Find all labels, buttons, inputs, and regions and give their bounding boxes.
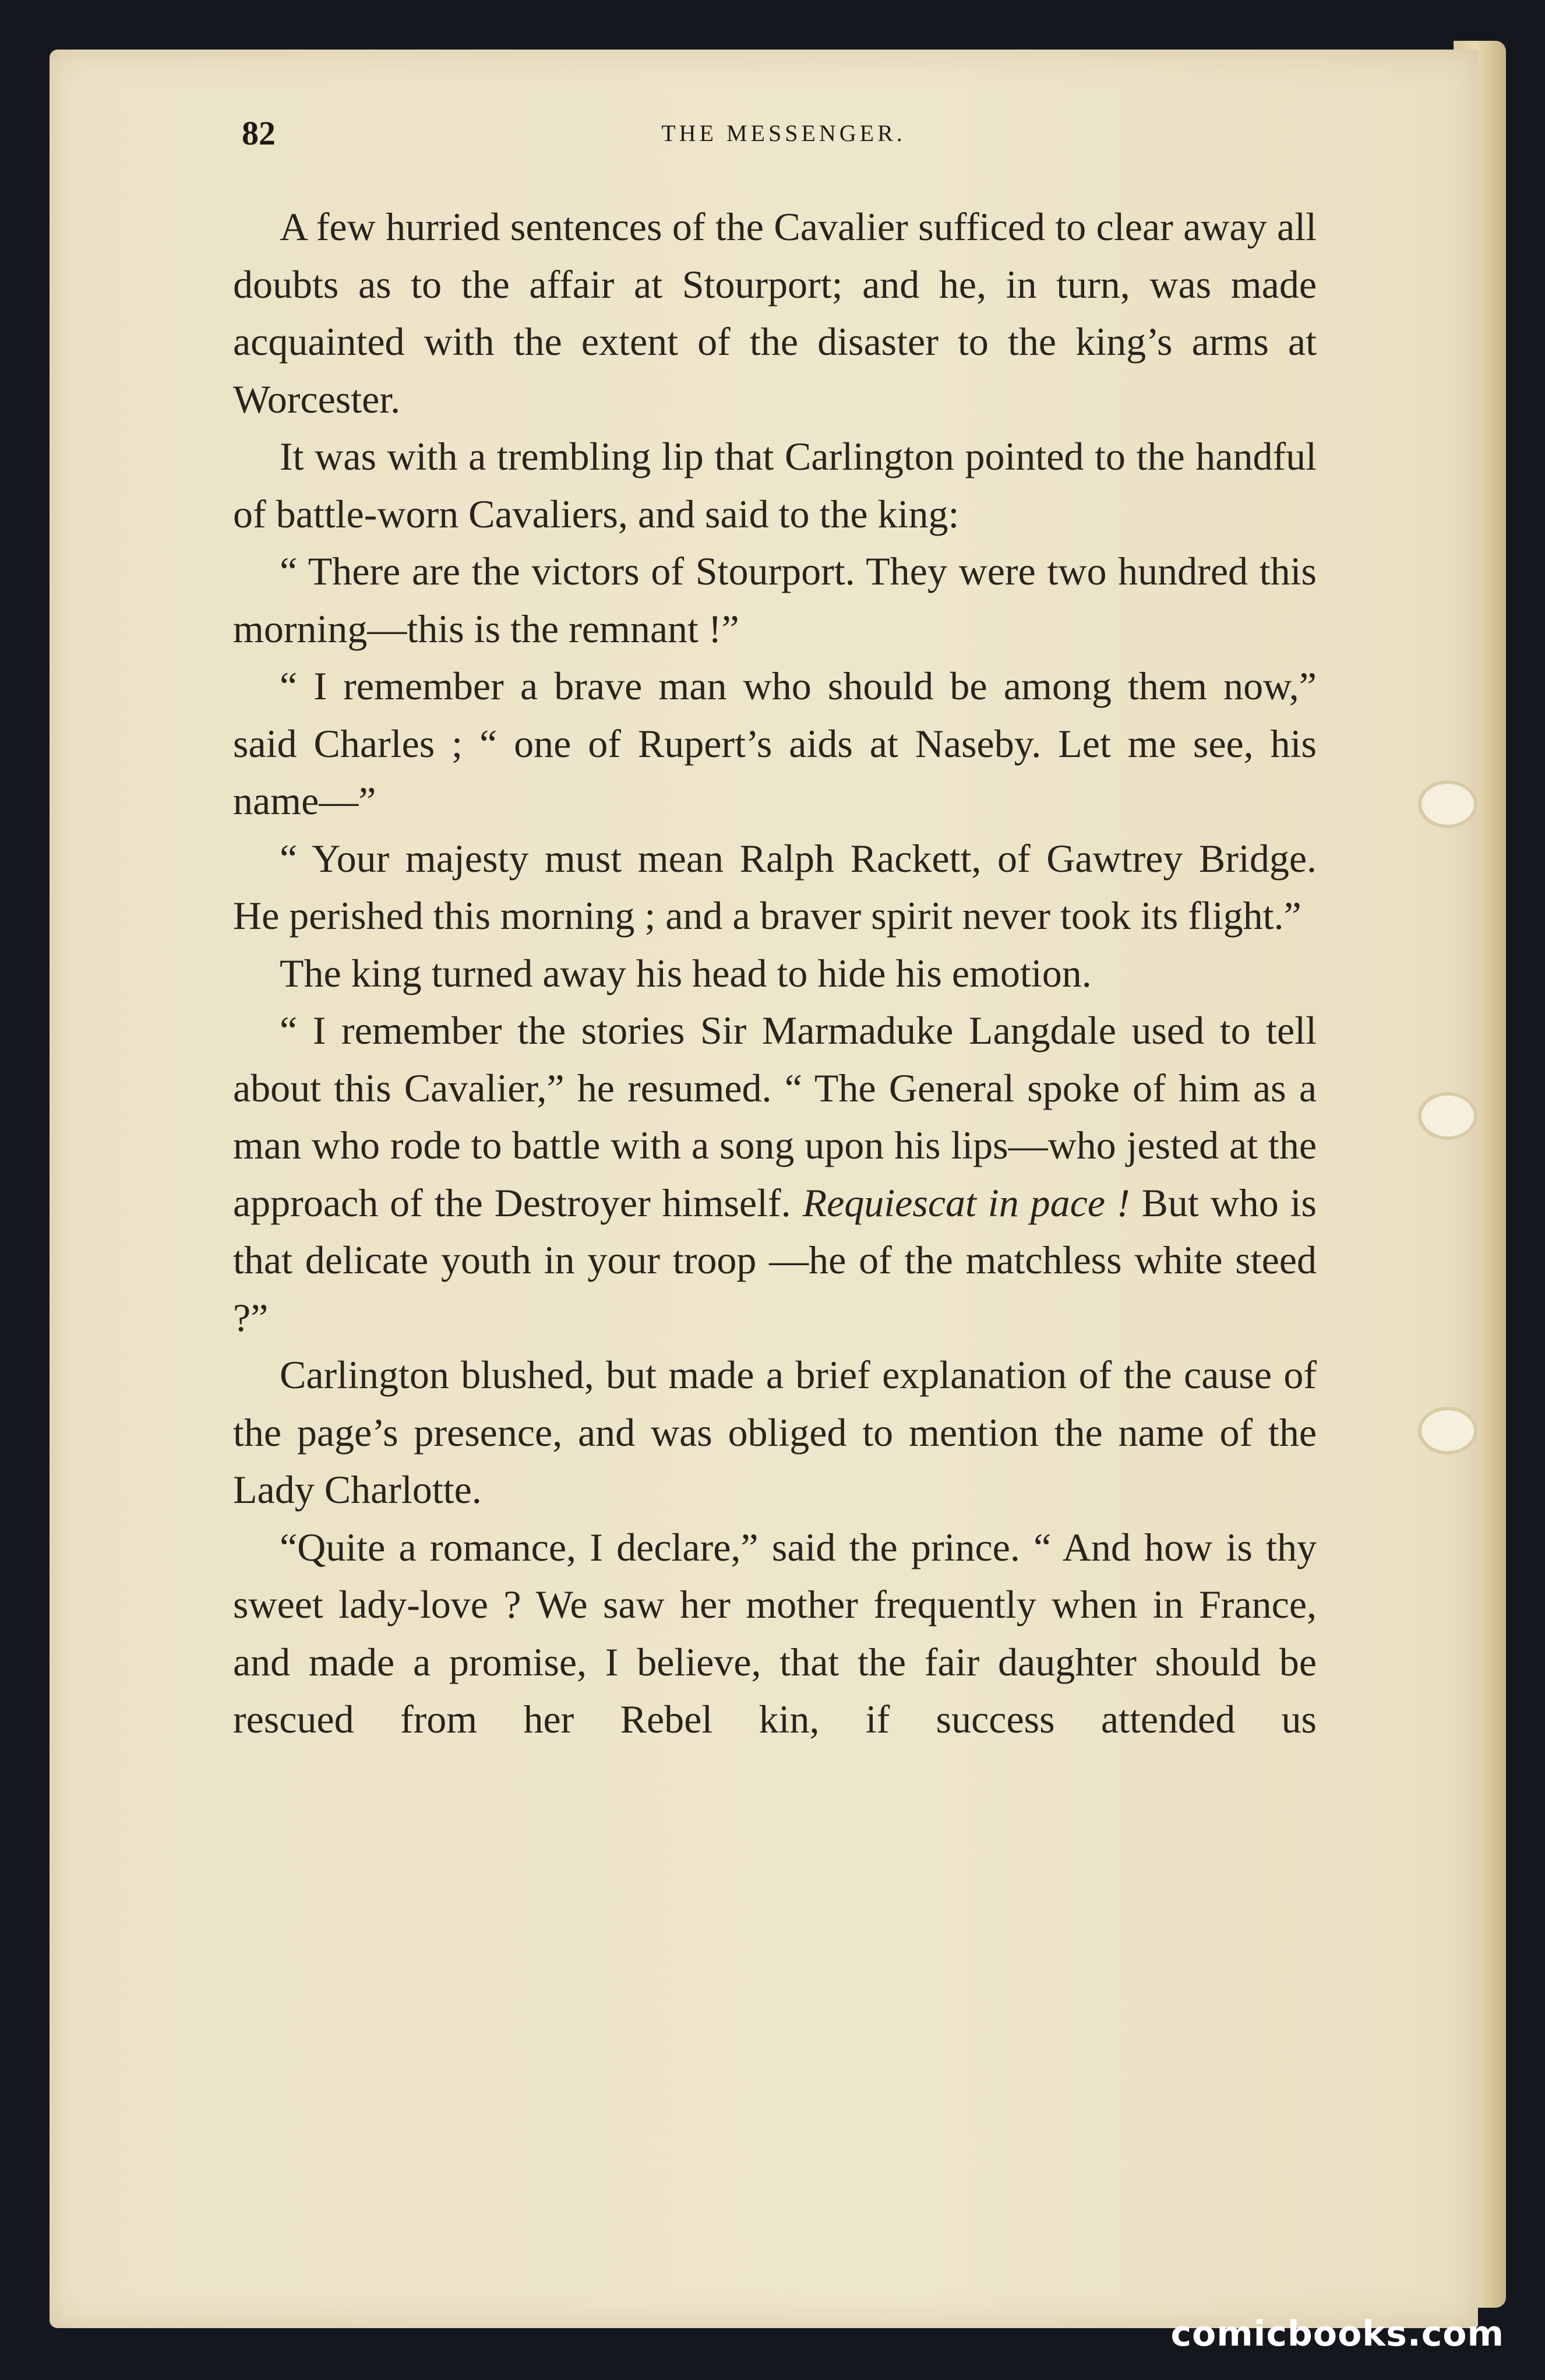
paragraph-text: “ I remember the stories Sir Marmaduke Langdale used to tell about this Cavalier,” he resumed. “ The General spoke of him as a man who rode to battle with a song upon his lips—who jested at the approach of the Destroyer himself. bbox=[233, 1008, 1317, 1225]
latin-phrase: Requiescat in pace ! bbox=[802, 1180, 1130, 1225]
paragraph: The king turned away his head to hide his emotion. bbox=[280, 950, 1092, 995]
paragraph: Carlington blushed, but made a brief explanation of the cause of the page’s presence, and was obliged to mention the name of the Lady Charlotte. bbox=[233, 1353, 1317, 1512]
paragraph: “ There are the victors of Stourport. They were two hundred this morning—this is the remnant !” bbox=[233, 549, 1317, 651]
paragraph bbox=[233, 1002, 1317, 1346]
paragraph: “ Your majesty must mean Ralph Rackett, of Gawtrey Bridge. He perished this morning ; and a braver spirit never took its flight.” bbox=[233, 836, 1317, 938]
binding-hole bbox=[1421, 1096, 1474, 1136]
binding-hole bbox=[1421, 1410, 1474, 1451]
binding-hole bbox=[1421, 784, 1474, 825]
paragraph: A few hurried sentences of the Cavalier sufficed to clear away all doubts as to the affair at Stourport; and he, in turn, was made acquainted with the extent of the disaster to the king’s arms at Worcester. bbox=[233, 205, 1317, 421]
running-head bbox=[242, 114, 1325, 154]
page-number: 82 bbox=[242, 114, 276, 152]
paragraph: It was with a trembling lip that Carlington pointed to the handful of battle-worn Cavaliers, and said to the king: bbox=[233, 434, 1317, 536]
watermark-text: comicbooks.com bbox=[1170, 2314, 1504, 2354]
paragraph: “Quite a romance, I declare,” said the prince. “ And how is thy sweet lady-love ? We saw her mother frequently when in France, and made a promise, I believe, that the fair daughter should be rescued from her Rebel kin, if success attended us bbox=[233, 1525, 1317, 1741]
text-body bbox=[233, 198, 1317, 1748]
paragraph-text: But who is that delicate youth in your troop —he of the matchless white steed ?” bbox=[233, 1180, 1317, 1340]
paragraph: “ I remember a brave man who should be among them now,” said Charles ; “ one of Rupert’s aids at Naseby. Let me see, his name—” bbox=[233, 664, 1317, 823]
book-title: THE MESSENGER. bbox=[661, 120, 906, 146]
